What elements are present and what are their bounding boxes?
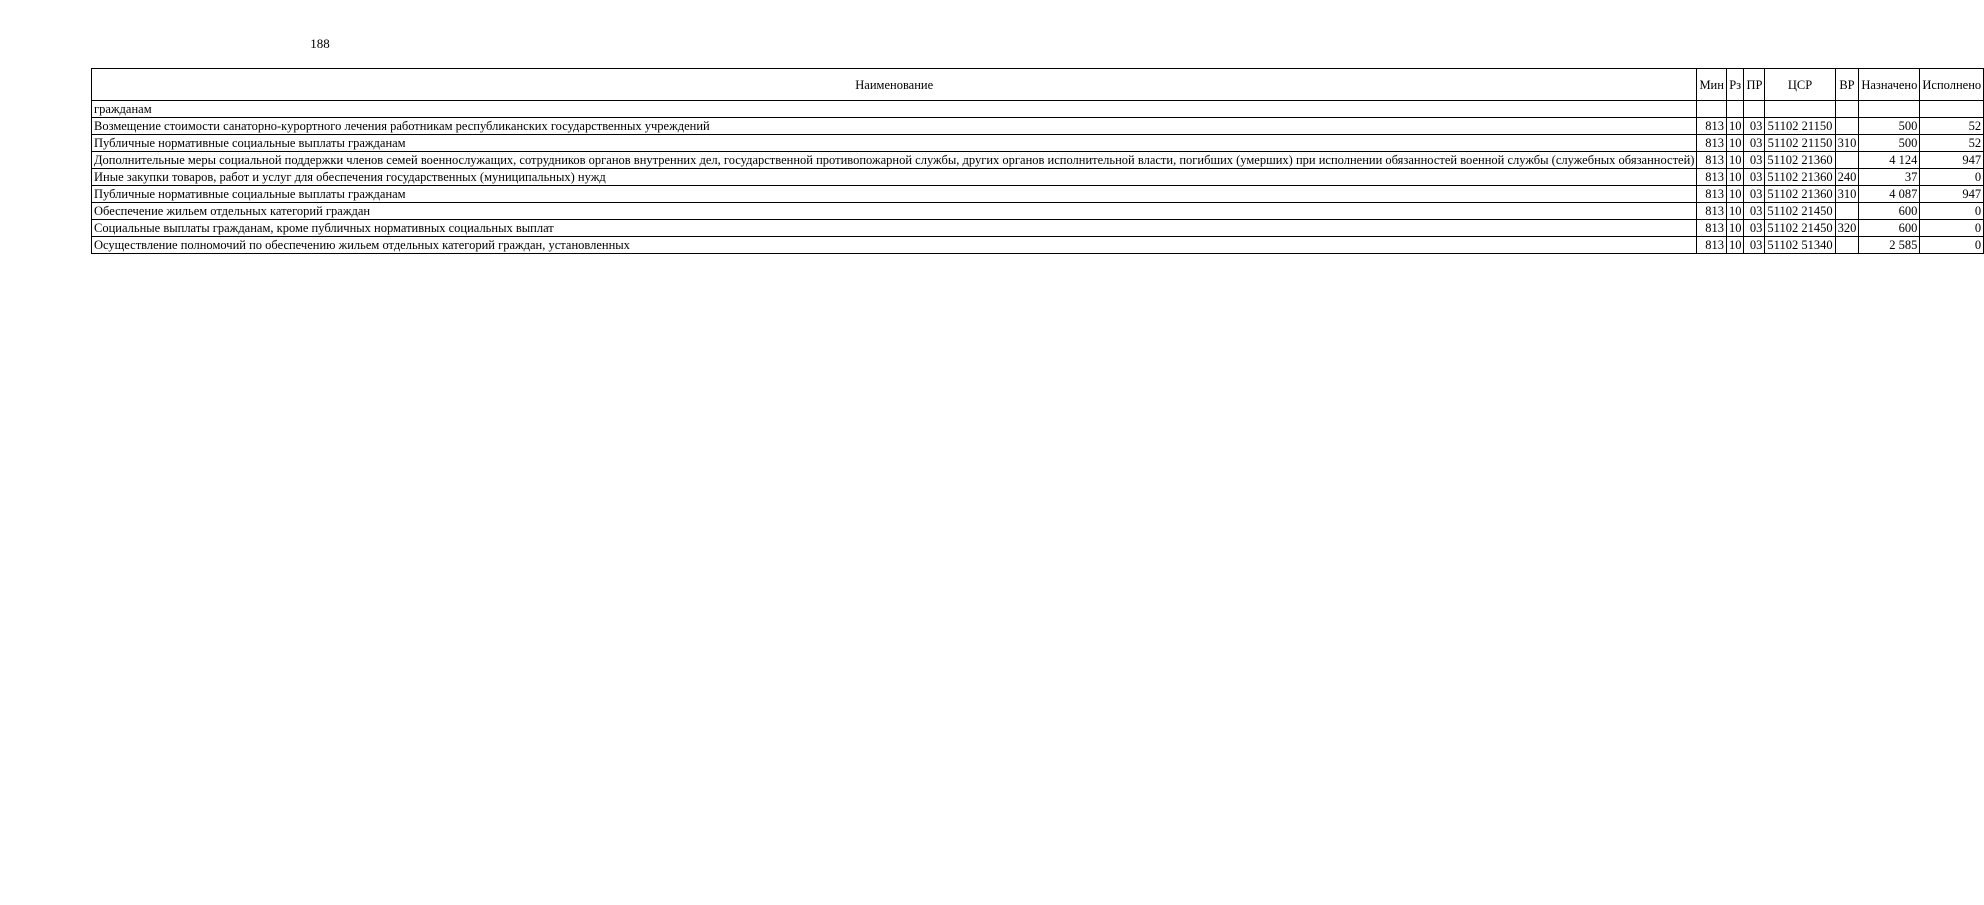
cell-executed: 0 [1920,203,1984,220]
cell-name: Возмещение стоимости санаторно-курортного лечения работникам республиканских государственных учреждений [92,118,1697,135]
col-header-csr: ЦСР [1765,69,1835,101]
cell-csr: 51102 21360 [1765,152,1835,169]
cell-vr [1835,237,1859,254]
cell-rz: 10 [1726,118,1744,135]
table-row [92,186,1984,203]
cell-pr: 03 [1744,135,1765,152]
cell-assigned: 500 [1859,118,1920,135]
budget-table [91,68,1984,254]
cell-csr: 51102 51340 [1765,237,1835,254]
cell-vr [1835,203,1859,220]
cell-executed [1920,101,1984,118]
cell-min: 813 [1697,118,1727,135]
table-row [92,118,1984,135]
cell-min [1697,101,1727,118]
cell-executed: 52 [1920,118,1984,135]
cell-pr: 03 [1744,203,1765,220]
cell-pr [1744,101,1765,118]
cell-name: Публичные нормативные социальные выплаты гражданам [92,135,1697,152]
col-header-rz: Рз [1726,69,1744,101]
cell-assigned: 600 [1859,220,1920,237]
table-row [92,152,1984,169]
cell-vr: 310 [1835,135,1859,152]
cell-csr: 51102 21450 [1765,220,1835,237]
cell-rz: 10 [1726,237,1744,254]
cell-executed: 0 [1920,237,1984,254]
cell-executed: 947 [1920,152,1984,169]
cell-name: Публичные нормативные социальные выплаты гражданам [92,186,1697,203]
cell-pr: 03 [1744,152,1765,169]
cell-rz: 10 [1726,152,1744,169]
cell-rz: 10 [1726,186,1744,203]
cell-pr: 03 [1744,118,1765,135]
col-header-pr: ПР [1744,69,1765,101]
cell-assigned: 37 [1859,169,1920,186]
cell-name: Дополнительные меры социальной поддержки членов семей военнослужащих, сотрудников органов внутренних дел, государственной противопожарной службы, других органов исполнительной власти, погибших (умерших) при исполнении обязанностей военной службы (служебных обязанностей) [92,152,1697,169]
cell-min: 813 [1697,203,1727,220]
cell-vr: 310 [1835,186,1859,203]
cell-assigned: 2 585 [1859,237,1920,254]
cell-executed: 52 [1920,135,1984,152]
cell-rz: 10 [1726,135,1744,152]
cell-name: Иные закупки товаров, работ и услуг для обеспечения государственных (муниципальных) нужд [92,169,1697,186]
cell-csr: 51102 21150 [1765,118,1835,135]
cell-vr [1835,118,1859,135]
table-row [92,101,1984,118]
cell-min: 813 [1697,152,1727,169]
cell-name: Обеспечение жильем отдельных категорий граждан [92,203,1697,220]
cell-min: 813 [1697,220,1727,237]
cell-assigned: 500 [1859,135,1920,152]
table-row [92,203,1984,220]
col-header-name: Наименование [92,69,1697,101]
cell-vr: 320 [1835,220,1859,237]
col-header-assigned: Назначено [1859,69,1920,101]
col-header-executed: Исполнено [1920,69,1984,101]
header-row [92,69,1984,101]
cell-rz: 10 [1726,203,1744,220]
cell-assigned [1859,101,1920,118]
cell-pr: 03 [1744,237,1765,254]
cell-vr [1835,152,1859,169]
col-header-vr: ВР [1835,69,1859,101]
cell-rz: 10 [1726,220,1744,237]
cell-csr: 51102 21360 [1765,169,1835,186]
cell-name: Осуществление полномочий по обеспечению жильем отдельных категорий граждан, установленных [92,237,1697,254]
cell-csr [1765,101,1835,118]
cell-assigned: 600 [1859,203,1920,220]
cell-csr: 51102 21450 [1765,203,1835,220]
col-header-min: Мин [1697,69,1727,101]
cell-pr: 03 [1744,220,1765,237]
cell-min: 813 [1697,135,1727,152]
cell-assigned: 4 087 [1859,186,1920,203]
table-row [92,169,1984,186]
cell-min: 813 [1697,237,1727,254]
table-row [92,237,1984,254]
cell-vr: 240 [1835,169,1859,186]
cell-vr [1835,101,1859,118]
cell-pr: 03 [1744,169,1765,186]
cell-executed: 947 [1920,186,1984,203]
cell-name: гражданам [92,101,1697,118]
cell-pr: 03 [1744,186,1765,203]
cell-executed: 0 [1920,220,1984,237]
page-number: 188 [310,36,330,51]
cell-csr: 51102 21360 [1765,186,1835,203]
cell-min: 813 [1697,169,1727,186]
cell-rz [1726,101,1744,118]
cell-assigned: 4 124 [1859,152,1920,169]
cell-name: Социальные выплаты гражданам, кроме публичных нормативных социальных выплат [92,220,1697,237]
cell-executed: 0 [1920,169,1984,186]
cell-min: 813 [1697,186,1727,203]
cell-csr: 51102 21150 [1765,135,1835,152]
table-row [92,220,1984,237]
cell-rz: 10 [1726,169,1744,186]
table-row [92,135,1984,152]
